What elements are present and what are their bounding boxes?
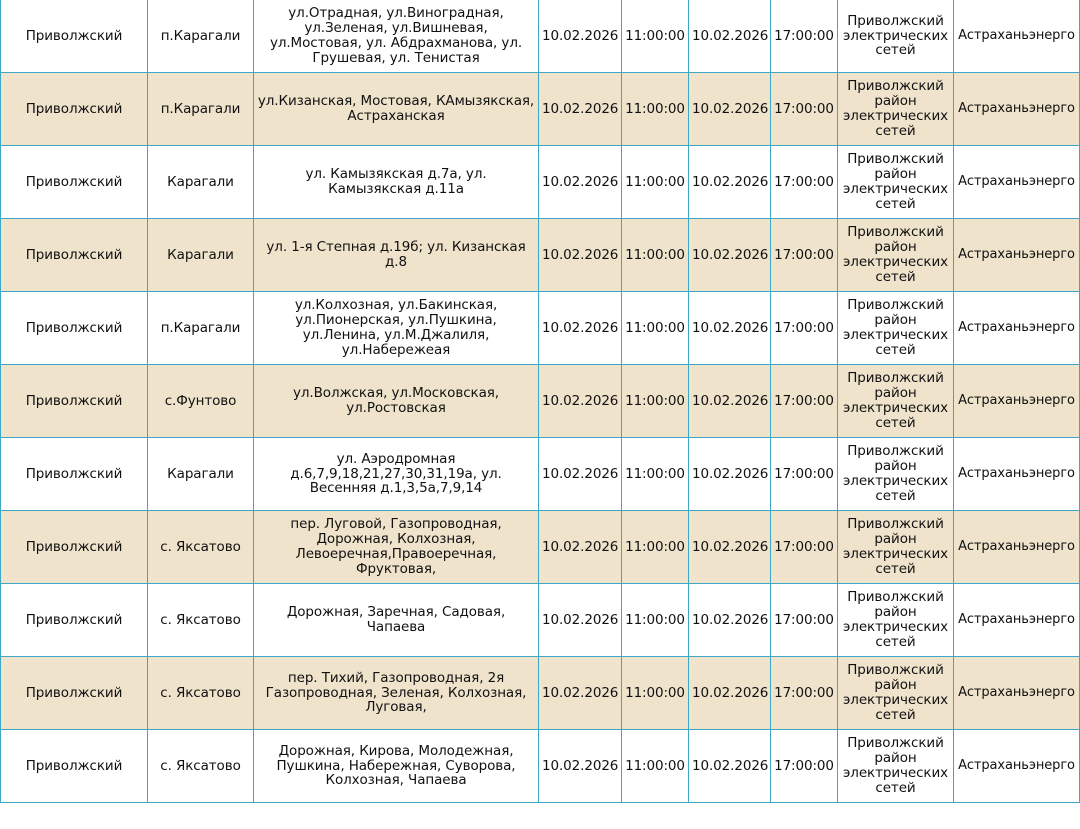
end-date-cell: 10.02.2026 [689, 657, 771, 730]
start-date-cell: 10.02.2026 [539, 146, 622, 219]
start-date-cell: 10.02.2026 [539, 219, 622, 292]
locality-cell: Карагали [148, 219, 254, 292]
table-row [1, 73, 1080, 146]
end-time-cell: 17:00:00 [771, 584, 838, 657]
table-row [1, 365, 1080, 438]
locality-cell: с. Яксатово [148, 584, 254, 657]
start-time-cell: 11:00:00 [622, 511, 689, 584]
branch-cell: Приволжский район электрических сетей [838, 73, 954, 146]
end-date-cell: 10.02.2026 [689, 438, 771, 511]
start-time-cell: 11:00:00 [622, 365, 689, 438]
branch-cell: Приволжский район электрических сетей [838, 365, 954, 438]
district-cell: Приволжский [1, 365, 148, 438]
end-time-cell: 17:00:00 [771, 730, 838, 803]
branch-cell: Приволжский район электрических сетей [838, 584, 954, 657]
start-date-cell: 10.02.2026 [539, 73, 622, 146]
locality-cell: Карагали [148, 146, 254, 219]
start-time-cell: 11:00:00 [622, 438, 689, 511]
end-date-cell: 10.02.2026 [689, 584, 771, 657]
end-time-cell: 17:00:00 [771, 365, 838, 438]
end-time-cell: 17:00:00 [771, 438, 838, 511]
start-date-cell: 10.02.2026 [539, 292, 622, 365]
end-time-cell: 17:00:00 [771, 657, 838, 730]
start-time-cell: 11:00:00 [622, 0, 689, 73]
table-row [1, 657, 1080, 730]
start-time-cell: 11:00:00 [622, 219, 689, 292]
table-row [1, 219, 1080, 292]
table-row [1, 584, 1080, 657]
district-cell: Приволжский [1, 657, 148, 730]
district-cell: Приволжский [1, 584, 148, 657]
district-cell: Приволжский [1, 438, 148, 511]
district-cell: Приволжский [1, 292, 148, 365]
branch-cell: Приволжский район электрических сетей [838, 292, 954, 365]
company-cell: Астраханьэнерго [954, 511, 1080, 584]
branch-cell: Приволжский электрических сетей [838, 0, 954, 73]
end-date-cell: 10.02.2026 [689, 292, 771, 365]
end-time-cell: 17:00:00 [771, 219, 838, 292]
locality-cell: с. Яксатово [148, 657, 254, 730]
branch-cell: Приволжский район электрических сетей [838, 657, 954, 730]
start-date-cell: 10.02.2026 [539, 584, 622, 657]
district-cell: Приволжский [1, 730, 148, 803]
end-date-cell: 10.02.2026 [689, 73, 771, 146]
end-date-cell: 10.02.2026 [689, 730, 771, 803]
district-cell: Приволжский [1, 73, 148, 146]
locality-cell: п.Карагали [148, 0, 254, 73]
streets-cell: ул. 1-я Степная д.19б; ул. Кизанская д.8 [254, 219, 539, 292]
start-date-cell: 10.02.2026 [539, 511, 622, 584]
locality-cell: п.Карагали [148, 292, 254, 365]
start-time-cell: 11:00:00 [622, 73, 689, 146]
company-cell: Астраханьэнерго [954, 657, 1080, 730]
start-time-cell: 11:00:00 [622, 146, 689, 219]
table-row [1, 511, 1080, 584]
streets-cell: ул.Колхозная, ул.Бакинская, ул.Пионерская, ул.Пушкина, ул.Ленина, ул.М.Джалиля, ул.Набережеая [254, 292, 539, 365]
district-cell: Приволжский [1, 219, 148, 292]
district-cell: Приволжский [1, 511, 148, 584]
locality-cell: п.Карагали [148, 73, 254, 146]
end-time-cell: 17:00:00 [771, 511, 838, 584]
locality-cell: с. Яксатово [148, 511, 254, 584]
end-time-cell: 17:00:00 [771, 292, 838, 365]
streets-cell: ул.Волжская, ул.Московская, ул.Ростовская [254, 365, 539, 438]
table-body [1, 0, 1080, 803]
company-cell: Астраханьэнерго [954, 365, 1080, 438]
company-cell: Астраханьэнерго [954, 0, 1080, 73]
streets-cell: ул. Камызякская д.7а, ул. Камызякская д.11а [254, 146, 539, 219]
table-row [1, 438, 1080, 511]
company-cell: Астраханьэнерго [954, 584, 1080, 657]
company-cell: Астраханьэнерго [954, 73, 1080, 146]
branch-cell: Приволжский район электрических сетей [838, 438, 954, 511]
start-date-cell: 10.02.2026 [539, 365, 622, 438]
start-time-cell: 11:00:00 [622, 730, 689, 803]
company-cell: Астраханьэнерго [954, 219, 1080, 292]
locality-cell: с.Фунтово [148, 365, 254, 438]
streets-cell: пер. Луговой, Газопроводная, Дорожная, Колхозная, Левоеречная,Правоеречная, Фруктовая, [254, 511, 539, 584]
start-time-cell: 11:00:00 [622, 584, 689, 657]
branch-cell: Приволжский район электрических сетей [838, 730, 954, 803]
company-cell: Астраханьэнерго [954, 292, 1080, 365]
streets-cell: Дорожная, Заречная, Садовая, Чапаева [254, 584, 539, 657]
district-cell: Приволжский [1, 146, 148, 219]
company-cell: Астраханьэнерго [954, 730, 1080, 803]
district-cell: Приволжский [1, 0, 148, 73]
end-date-cell: 10.02.2026 [689, 219, 771, 292]
streets-cell: ул.Кизанская, Мостовая, КАмызякская, Астраханская [254, 73, 539, 146]
company-cell: Астраханьэнерго [954, 438, 1080, 511]
end-time-cell: 17:00:00 [771, 73, 838, 146]
company-cell: Астраханьэнерго [954, 146, 1080, 219]
end-date-cell: 10.02.2026 [689, 365, 771, 438]
branch-cell: Приволжский район электрических сетей [838, 511, 954, 584]
table-row [1, 146, 1080, 219]
streets-cell: пер. Тихий, Газопроводная, 2я Газопроводная, Зеленая, Колхозная, Луговая, [254, 657, 539, 730]
start-date-cell: 10.02.2026 [539, 657, 622, 730]
locality-cell: Карагали [148, 438, 254, 511]
start-date-cell: 10.02.2026 [539, 438, 622, 511]
end-date-cell: 10.02.2026 [689, 146, 771, 219]
branch-cell: Приволжский район электрических сетей [838, 146, 954, 219]
start-date-cell: 10.02.2026 [539, 730, 622, 803]
branch-cell: Приволжский район электрических сетей [838, 219, 954, 292]
table-row [1, 730, 1080, 803]
streets-cell: Дорожная, Кирова, Молодежная, Пушкина, Набережная, Суворова, Колхозная, Чапаева [254, 730, 539, 803]
streets-cell: ул. Аэродромная д.6,7,9,18,21,27,30,31,19а, ул. Весенняя д.1,3,5а,7,9,14 [254, 438, 539, 511]
start-time-cell: 11:00:00 [622, 292, 689, 365]
end-date-cell: 10.02.2026 [689, 0, 771, 73]
locality-cell: с. Яксатово [148, 730, 254, 803]
end-time-cell: 17:00:00 [771, 0, 838, 73]
start-time-cell: 11:00:00 [622, 657, 689, 730]
end-date-cell: 10.02.2026 [689, 511, 771, 584]
table-row [1, 0, 1080, 73]
start-date-cell: 10.02.2026 [539, 0, 622, 73]
table-row [1, 292, 1080, 365]
streets-cell: ул.Отрадная, ул.Виноградная, ул.Зеленая, ул.Вишневая, ул.Мостовая, ул. Абдрахманова, ул. Грушевая, ул. Тенистая [254, 0, 539, 73]
end-time-cell: 17:00:00 [771, 146, 838, 219]
